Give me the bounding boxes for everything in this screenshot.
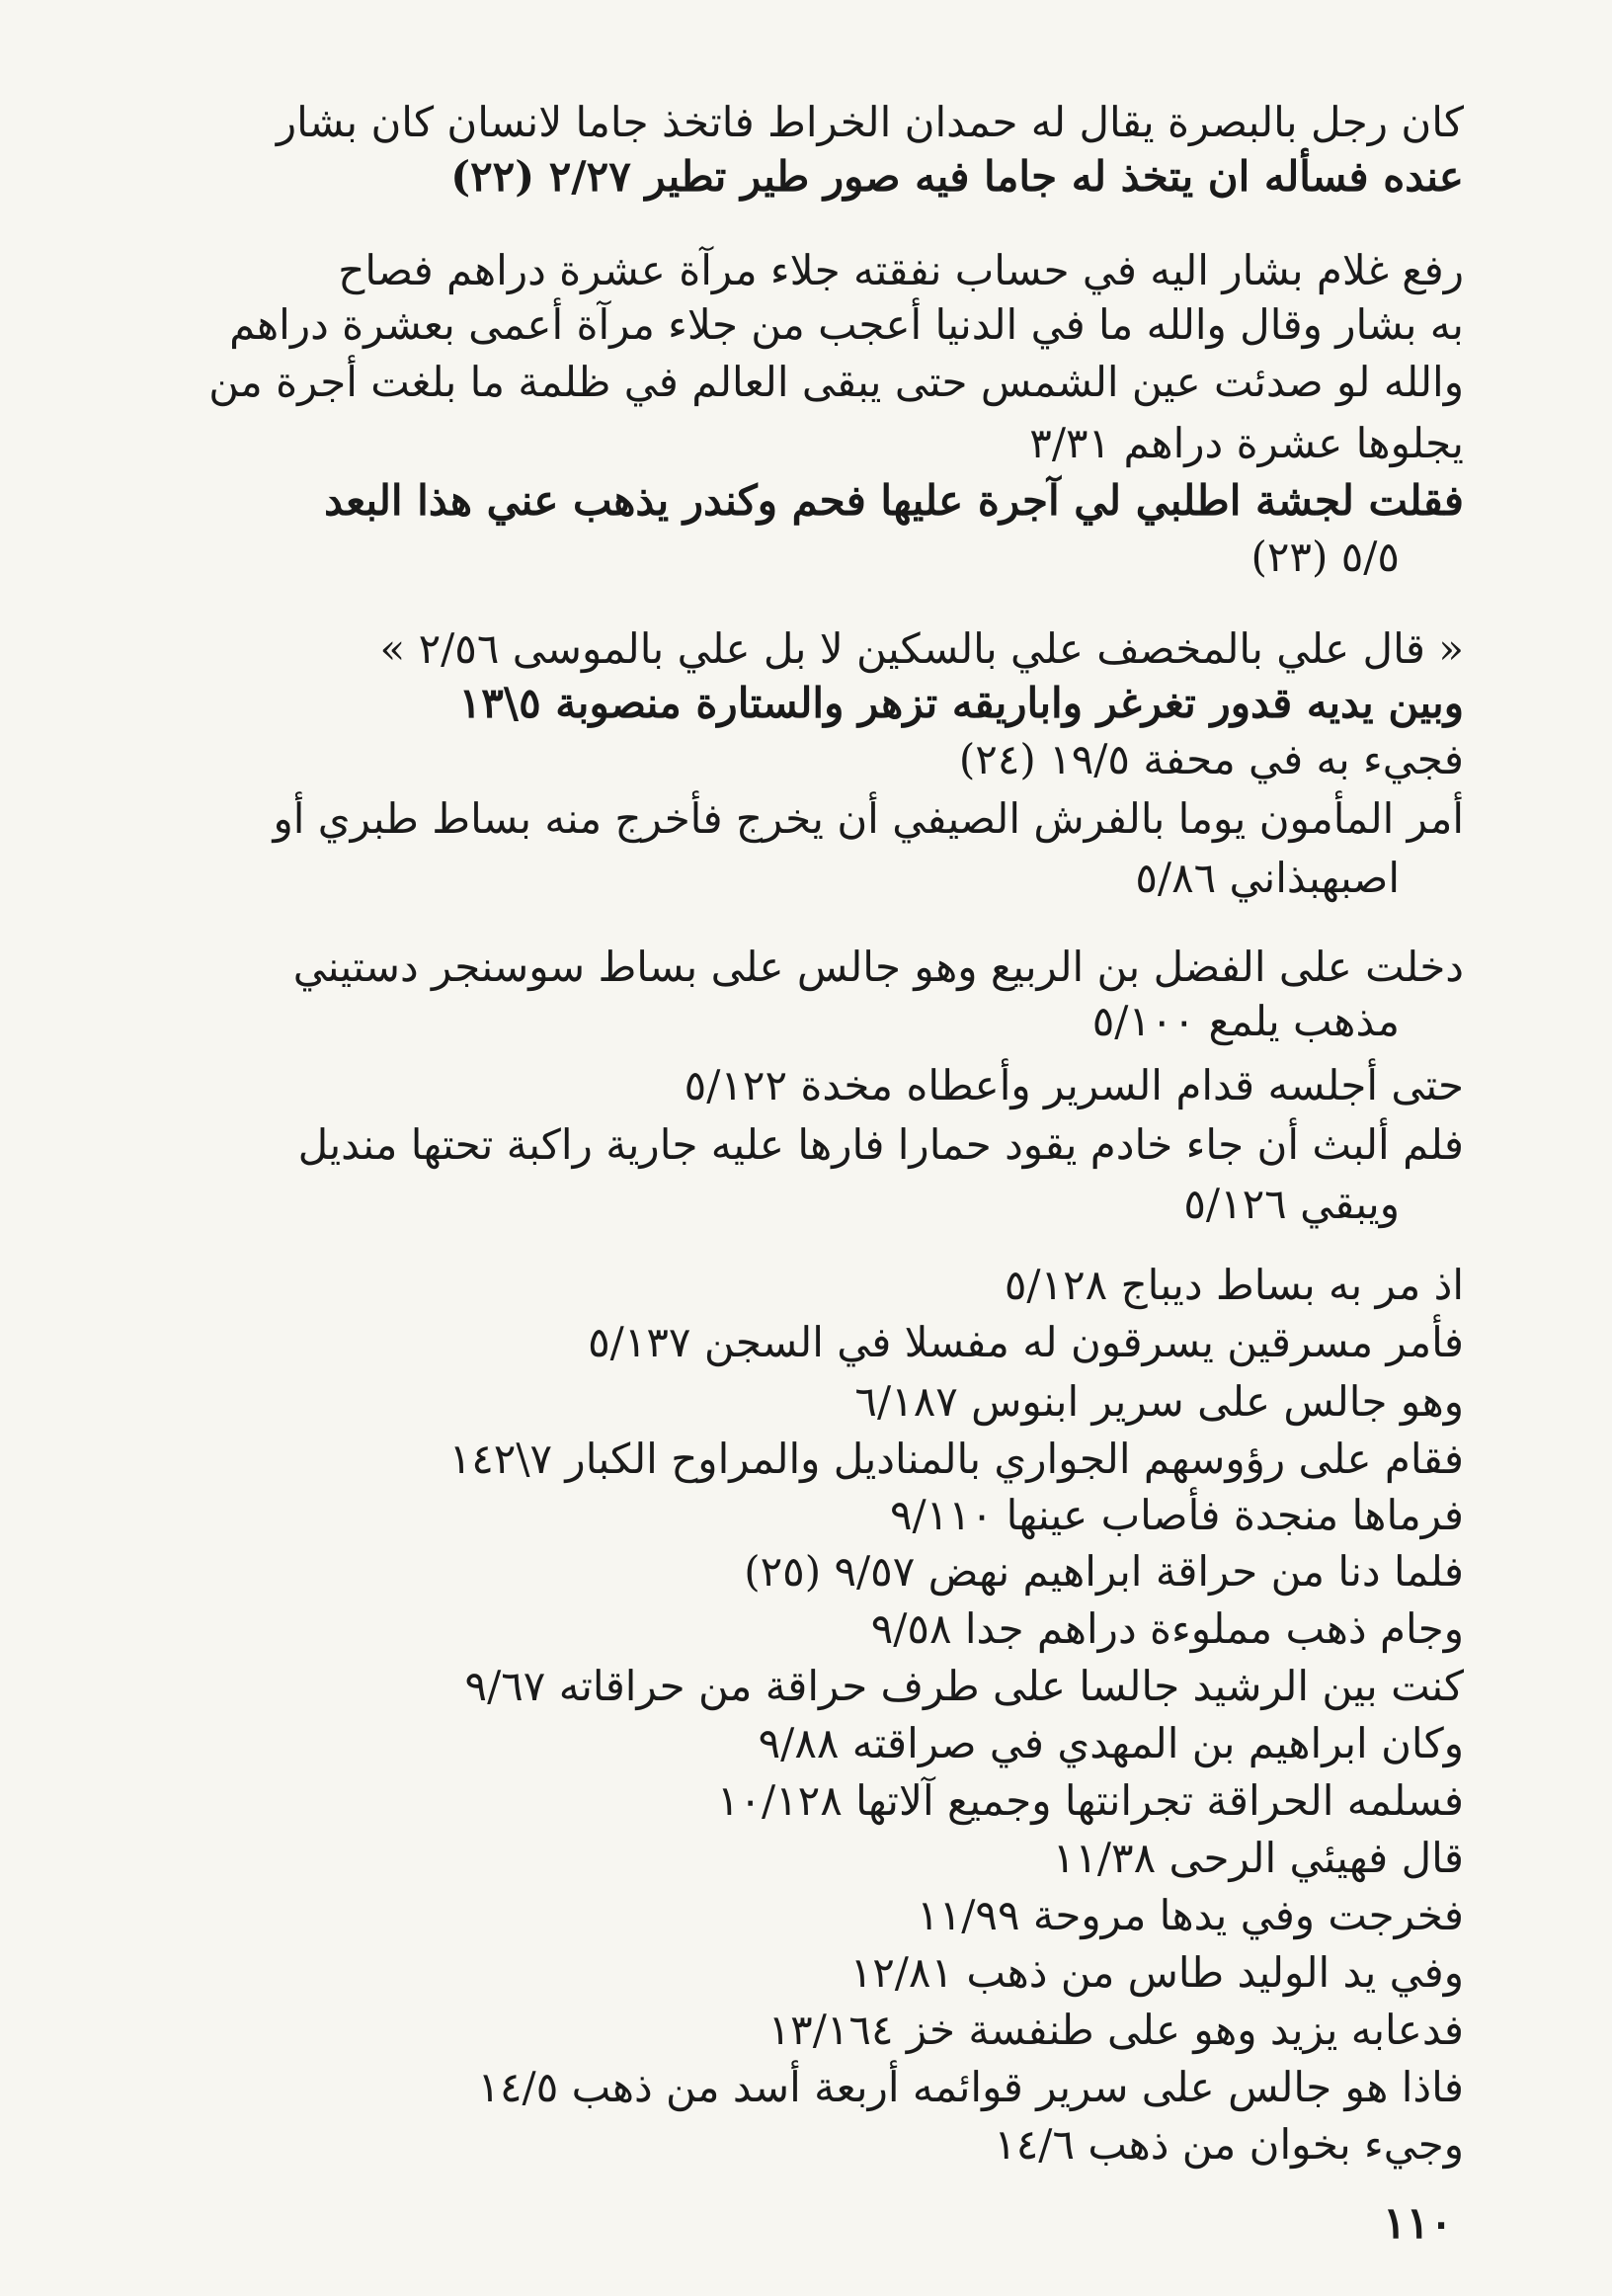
text-line: فلم ألبث أن جاء خادم يقود حمارا فارها عليه جارية راكبة تحتها منديل [297, 1120, 1464, 1169]
text-line: وجام ذهب مملوءة دراهم جدا ٩/٥٨ [870, 1604, 1464, 1653]
text-line: فسلمه الحراقة تجرانتها وجميع آلاتها ١٠/١٢٨ [716, 1776, 1464, 1825]
text-line: كنت بين الرشيد جالسا على طرف حراقة من حراقاته ٩/٦٧ [464, 1662, 1464, 1710]
text-line: حتى أجلسه قدام السرير وأعطاه مخدة ٥/١٢٢ [684, 1061, 1464, 1109]
text-line: « قال علي بالمخصف علي بالسكين لا بل علي بالموسى ٢/٥٦ » [379, 624, 1464, 673]
text-line: مذهب يلمع ٥/١٠٠ [1091, 997, 1400, 1045]
text-line: عنده فسأله ان يتخذ له جاما فيه صور طير تطير ٢/٢٧ (٢٢) [450, 152, 1464, 201]
text-line: دخلت على الفضل بن الربيع وهو جالس على بساط سوسنجر دستيني [292, 943, 1464, 991]
text-line: فرماها منجدة فأصاب عينها ٩/١١٠ [889, 1491, 1464, 1539]
text-line: وفي يد الوليد طاس من ذهب ١٢/٨١ [849, 1948, 1464, 1997]
text-line: ٥/٥ (٢٣) [1250, 533, 1400, 581]
text-line: كان رجل بالبصرة يقال له حمدان الخراط فاتخذ جاما لانسان كان بشار [276, 98, 1464, 146]
text-line: رفع غلام بشار اليه في حساب نفقته جلاء مرآة عشرة دراهم فصاح [338, 246, 1464, 294]
text-line: يجلوها عشرة دراهم ٣/٣١ [1029, 419, 1464, 467]
text-line: اصبهبذاني ٥/٨٦ [1135, 854, 1400, 902]
text-line: به بشار وقال والله ما في الدنيا أعجب من جلاء مرآة أعمى بعشرة دراهم [229, 300, 1464, 349]
text-line: أمر المأمون يوما بالفرش الصيفي أن يخرج فأخرج منه بساط طبري أو [273, 794, 1464, 843]
text-line: فدعابه يزيد وهو على طنفسة خز ١٣/١٦٤ [767, 2006, 1464, 2054]
text-line: فأمر مسرقين يسرقون له مفسلا في السجن ٥/١٣٧ [588, 1318, 1464, 1366]
text-line: ويبقي ٥/١٢٦ [1183, 1180, 1400, 1228]
text-line: اذ مر به بساط ديباج ٥/١٢٨ [1004, 1261, 1464, 1309]
text-line: والله لو صدئت عين الشمس حتى يبقى العالم في ظلمة ما بلغت أجرة من [208, 358, 1464, 406]
text-line: فقلت لجشة اطلبي لي آجرة عليها فحم وكندر يذهب عني هذا البعد [324, 476, 1464, 525]
text-line: وبين يديه قدور تغرغر واباريقه تزهر والستارة منصوبة ٥\١٣ [458, 679, 1464, 727]
text-line: وجيء بخوان من ذهب ١٤/٦ [994, 2120, 1464, 2169]
text-line: وكان ابراهيم بن المهدي في صراقته ٩/٨٨ [758, 1719, 1464, 1767]
text-line: فلما دنا من حراقة ابراهيم نهض ٩/٥٧ (٢٥) [744, 1547, 1464, 1596]
text-line: فاذا هو جالس على سرير قوائمه أربعة أسد من ذهب ١٤/٥ [477, 2063, 1464, 2111]
text-line: فخرجت وفي يدها مروحة ١١/٩٩ [917, 1891, 1464, 1939]
page-number: ١١٠ [1383, 2198, 1453, 2249]
text-line: فجيء به في محفة ١٩/٥ (٢٤) [958, 735, 1464, 783]
text-line: قال فهيئي الرحى ١١/٣٨ [1052, 1834, 1464, 1882]
text-line: وهو جالس على سرير ابنوس ٦/١٨٧ [854, 1377, 1464, 1426]
text-line: فقام على رؤوسهم الجواري بالمناديل والمراوح الكبار ٧\١٤٢ [448, 1435, 1464, 1483]
